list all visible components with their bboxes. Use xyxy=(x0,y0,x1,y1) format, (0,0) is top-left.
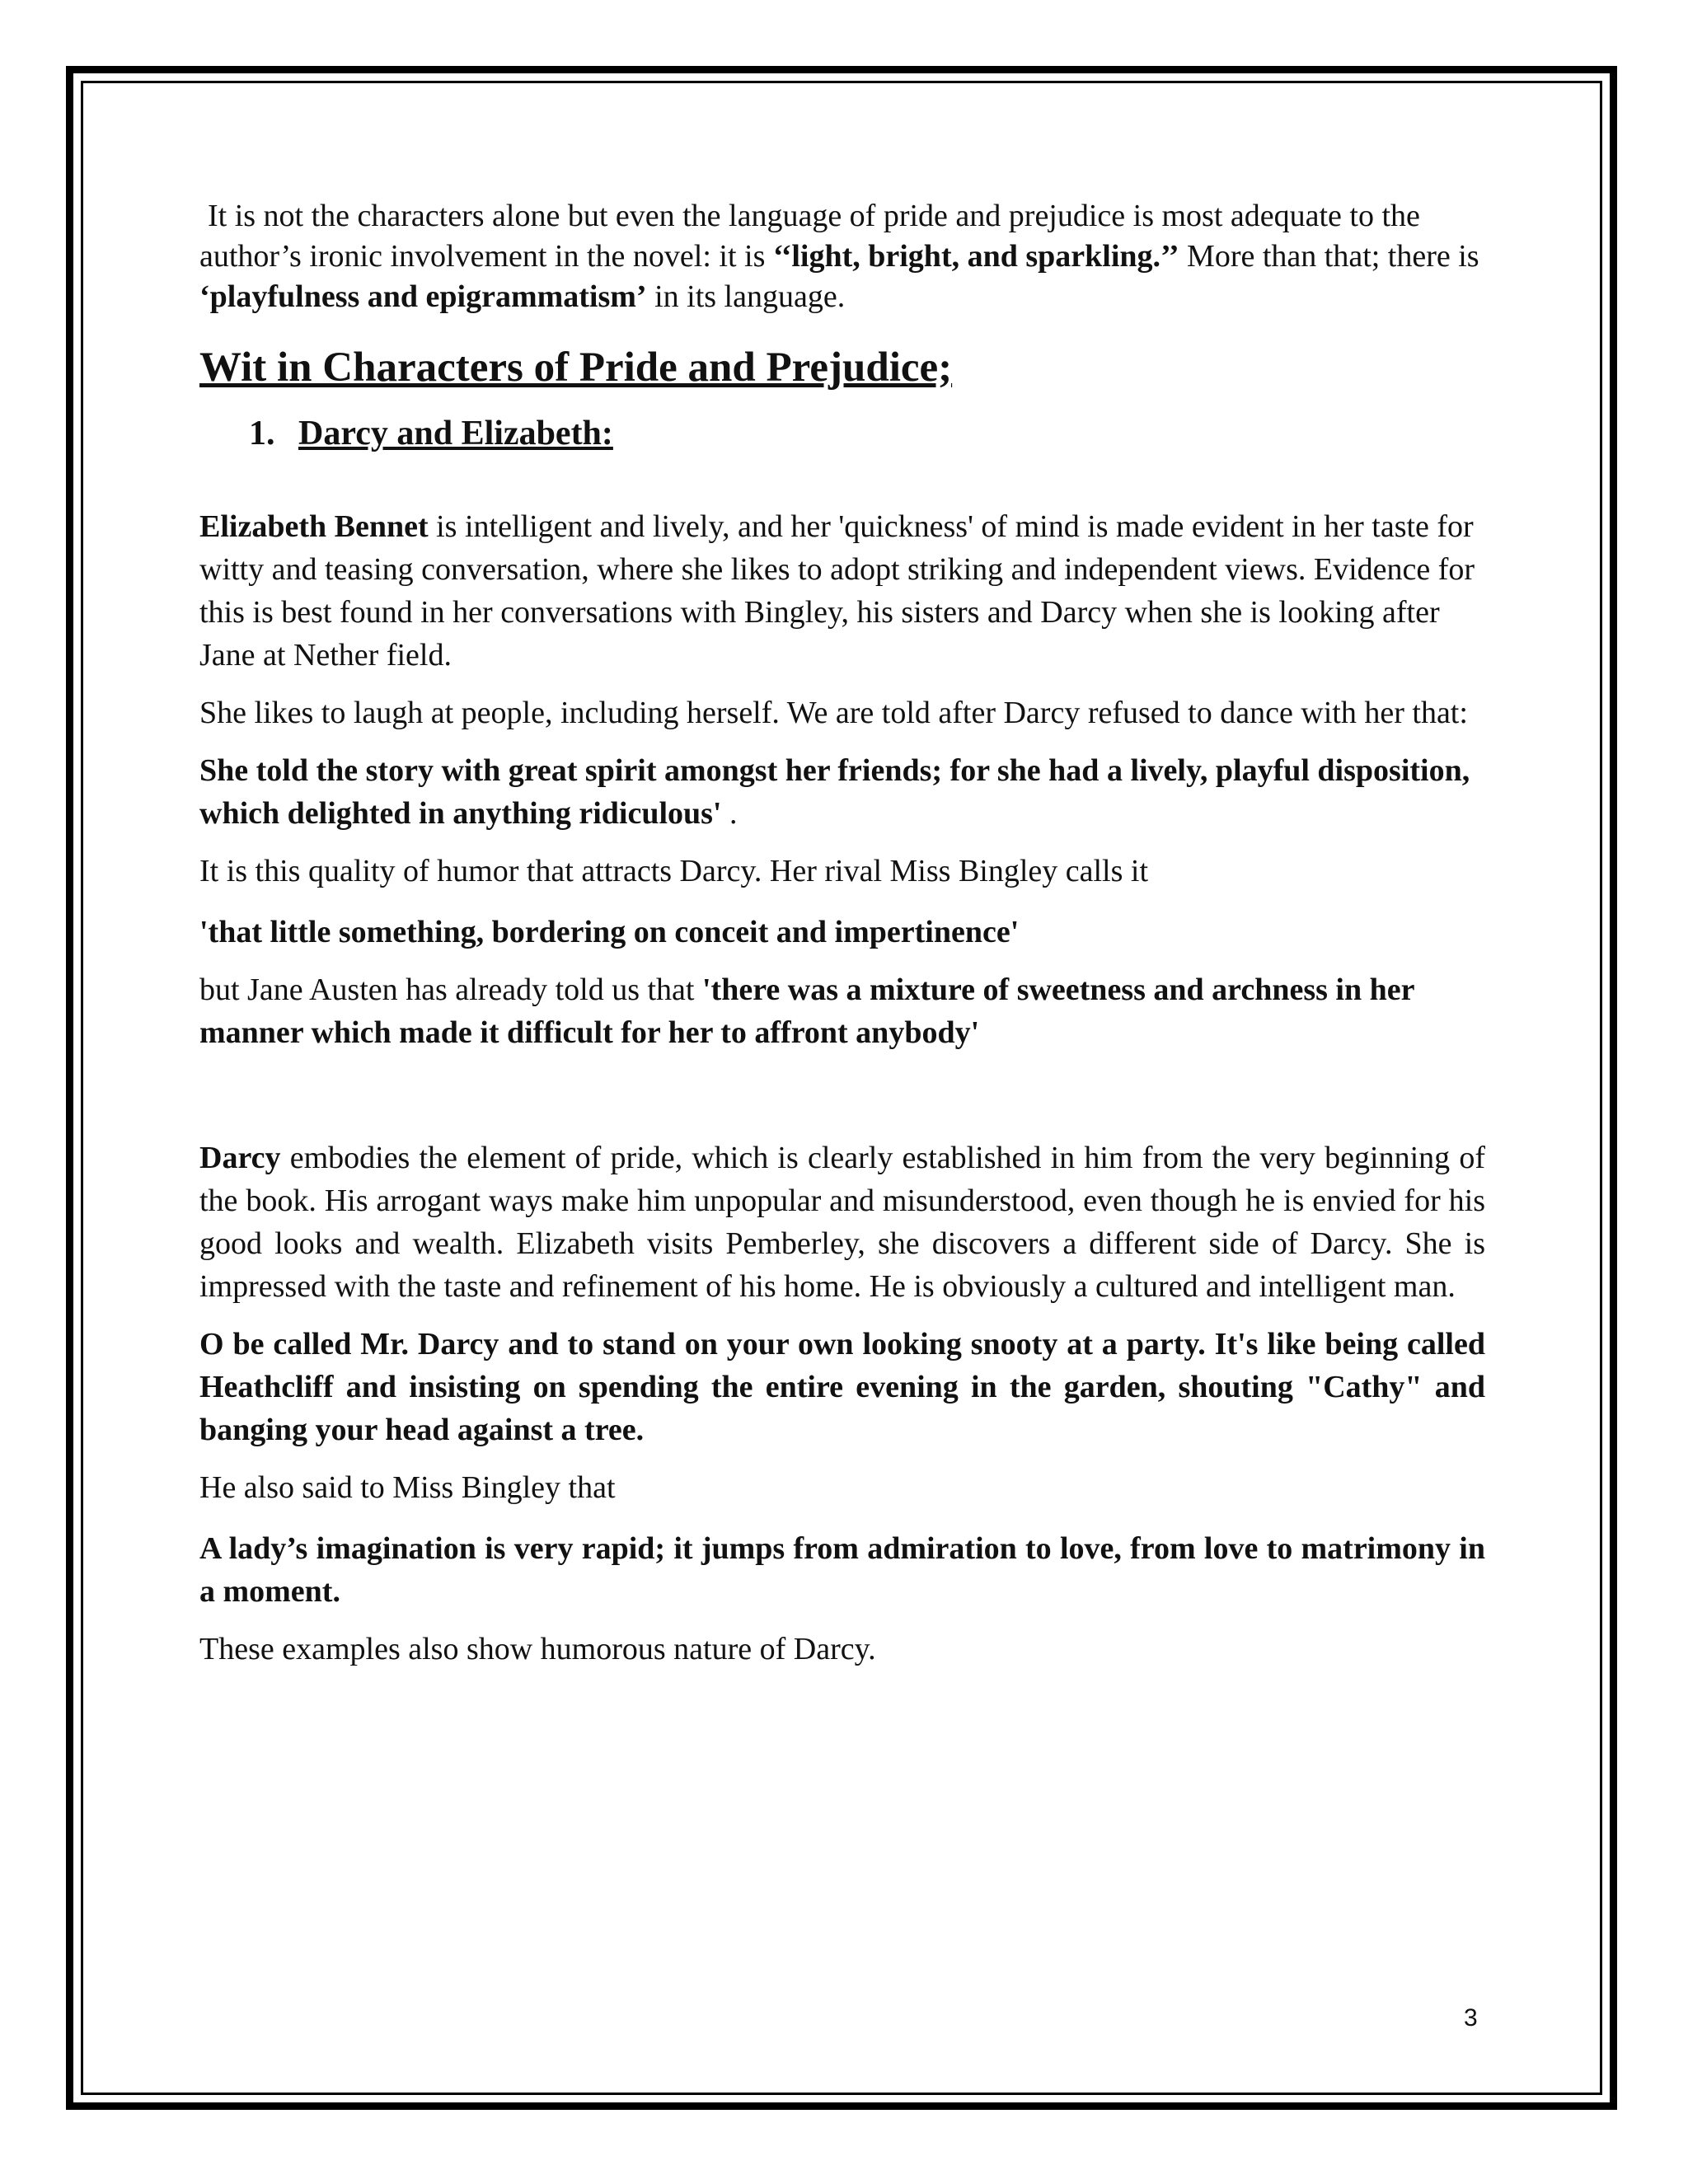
elizabeth-text: is intelligent and lively, and her 'quickness' of mind is made evident in her taste for witty and teasing conversation, where she likes to adopt striking and independent views. Evidence for this is best found in her conversations with Bingley, his sisters and Darcy when she is looking after Jane at Nether field. xyxy=(199,509,1475,673)
subsection-number: 1. xyxy=(249,415,275,452)
document-body xyxy=(199,196,1485,1671)
story-quote-tail: . xyxy=(721,796,738,831)
bingley-paragraph: He also said to Miss Bingley that xyxy=(199,1470,616,1505)
intro-text-2: More than that; there is xyxy=(1179,239,1479,274)
lady-quote: A lady’s imagination is very rapid; it jumps from admiration to love, from love to matrimony in a moment. xyxy=(199,1531,1485,1609)
intro-bold-quote-1: ‘‘light, bright, and sparkling.’’ xyxy=(772,239,1179,274)
austen-paragraph xyxy=(199,968,1485,1054)
subsection-heading xyxy=(249,411,1485,456)
snooty-quote: O be called Mr. Darcy and to stand on your own looking snooty at a party. It's like being called Heathcliff and insisting on spending the entire evening in the garden, shouting "Cathy" and banging your head against a tree. xyxy=(199,1327,1485,1447)
intro-bold-quote-2: ‘playfulness and epigrammatism’ xyxy=(199,279,647,314)
intro-text-1: It is not the characters alone but even the language of pride and prejudice is most adequate to the author’s ironic involvement in the novel: it is xyxy=(199,199,1420,274)
page-number: 3 xyxy=(1464,2004,1478,2032)
elizabeth-paragraph xyxy=(199,505,1485,677)
austen-quote: 'there was a mixture of sweetness and archness in her manner which made it difficult for her to affront anybody' xyxy=(199,972,1414,1050)
story-quote-text: She told the story with great spirit amongst her friends; for she had a lively, playful disposition, which delighted in anything ridiculous' xyxy=(199,753,1470,831)
story-quote xyxy=(199,749,1485,835)
subsection-title: Darcy and Elizabeth: xyxy=(298,415,613,452)
section-heading: Wit in Characters of Pride and Prejudice; xyxy=(199,344,953,391)
darcy-name: Darcy xyxy=(199,1141,281,1175)
elizabeth-name: Elizabeth Bennet xyxy=(199,509,429,544)
darcy-paragraph xyxy=(199,1137,1485,1308)
closing-paragraph: These examples also show humorous nature of Darcy. xyxy=(199,1632,876,1666)
darcy-text: embodies the element of pride, which is clearly established in him from the very beginning of the book. His arrogant ways make him unpopular and misunderstood, even though he is envied for his good looks and wealth. Elizabeth visits Pemberley, she discovers a different side of Darcy. She is impressed with the taste and refinement of his home. He is obviously a cultured and intelligent man. xyxy=(199,1141,1485,1304)
intro-text-3: in its language. xyxy=(646,279,846,314)
humor-paragraph: It is this quality of humor that attracts Darcy. Her rival Miss Bingley calls it xyxy=(199,854,1149,888)
conceit-quote: 'that little something, bordering on conceit and impertinence' xyxy=(199,915,1020,949)
laugh-paragraph: She likes to laugh at people, including herself. We are told after Darcy refused to dance with her that: xyxy=(199,696,1468,730)
intro-paragraph xyxy=(199,196,1485,317)
austen-text: but Jane Austen has already told us that xyxy=(199,972,702,1007)
